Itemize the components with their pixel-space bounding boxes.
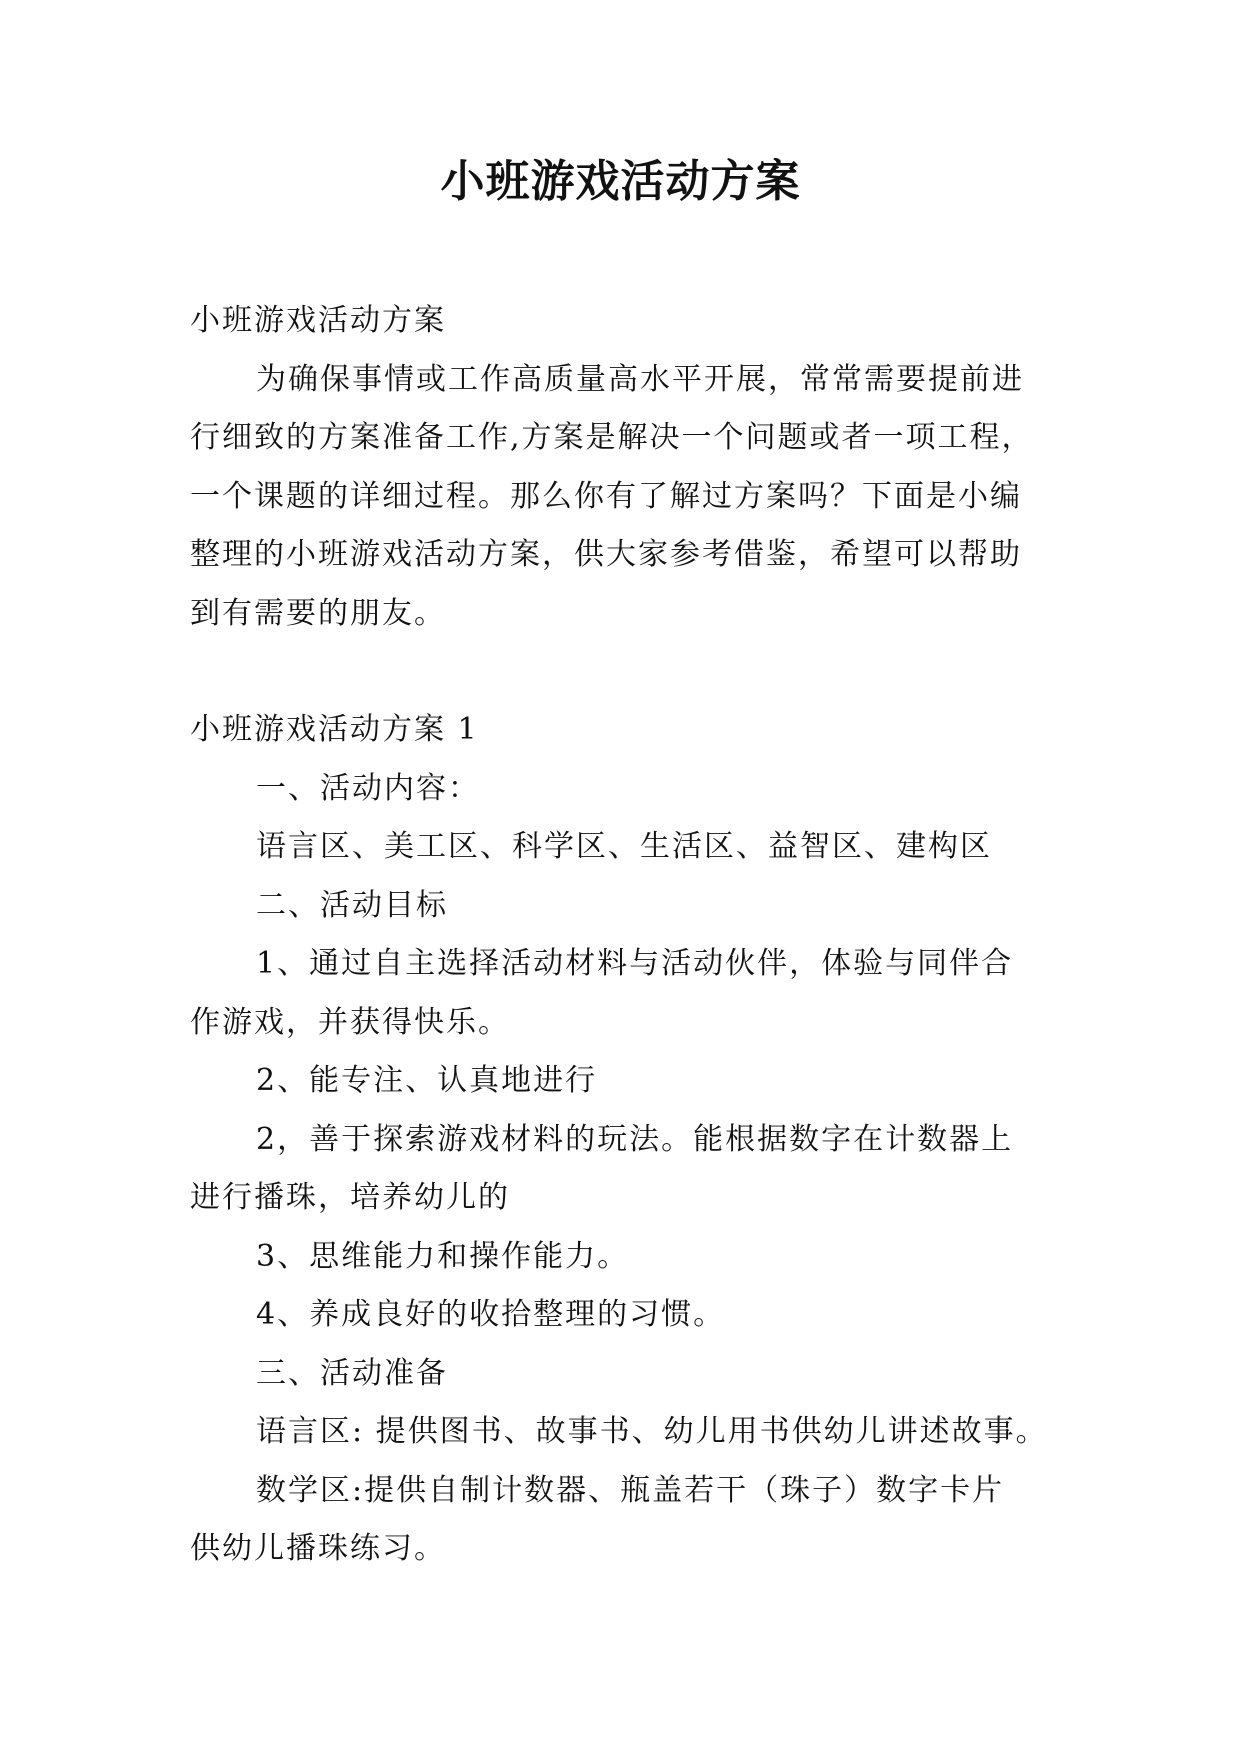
paragraph-line: 语言区、美工区、科学区、生活区、益智区、建构区 — [256, 829, 992, 864]
paragraph-line: 3、思维能力和操作能力。 — [256, 1238, 630, 1274]
paragraph-spacer — [190, 643, 1056, 701]
document-body — [190, 292, 1056, 1579]
paragraph-line: 到有需要的朋友。 — [190, 595, 446, 631]
paragraph-line: 三、活动准备 — [256, 1355, 448, 1391]
paragraph-line: 整理的小班游戏活动方案，供大家参考借鉴，希望可以帮助 — [190, 537, 1022, 572]
paragraph-line: 语言区: 提供图书、故事书、幼儿用书供幼儿讲述故事。 — [256, 1414, 1048, 1449]
paragraph-line: 小班游戏活动方案 — [190, 303, 446, 338]
paragraph-line: 一个课题的详细过程。那么你有了解过方案吗？下面是小编 — [190, 478, 1022, 514]
page-title: 小班游戏活动方案 — [440, 156, 801, 207]
paragraph-line: 2，善于探索游戏材料的玩法。能根据数字在计数器上 — [256, 1121, 1014, 1157]
paragraph-line: 1、通过自主选择活动材料与活动伙伴，体验与同伴合 — [256, 946, 1014, 981]
paragraph-line: 二、活动目标 — [256, 887, 448, 923]
paragraph-line: 4、养成良好的收拾整理的习惯。 — [256, 1297, 726, 1332]
paragraph-line: 行细致的方案准备工作,方案是解决一个问题或者一项工程， — [190, 420, 1034, 455]
paragraph-line: 2、能专注、认真地进行 — [256, 1063, 598, 1098]
paragraph-line: 为确保事情或工作高质量高水平开展，常常需要提前进 — [256, 361, 1024, 397]
paragraph-line: 进行播珠，培养幼儿的 — [190, 1180, 510, 1215]
paragraph-line: 作游戏，并获得快乐。 — [190, 1004, 510, 1040]
paragraph-line: 数学区:提供自制计数器、瓶盖若干（珠子）数字卡片 — [256, 1472, 1005, 1508]
section-heading: 小班游戏活动方案 1 — [190, 712, 479, 747]
paragraph-line: 一、活动内容： — [256, 770, 480, 806]
paragraph-line: 供幼儿播珠练习。 — [190, 1531, 446, 1566]
